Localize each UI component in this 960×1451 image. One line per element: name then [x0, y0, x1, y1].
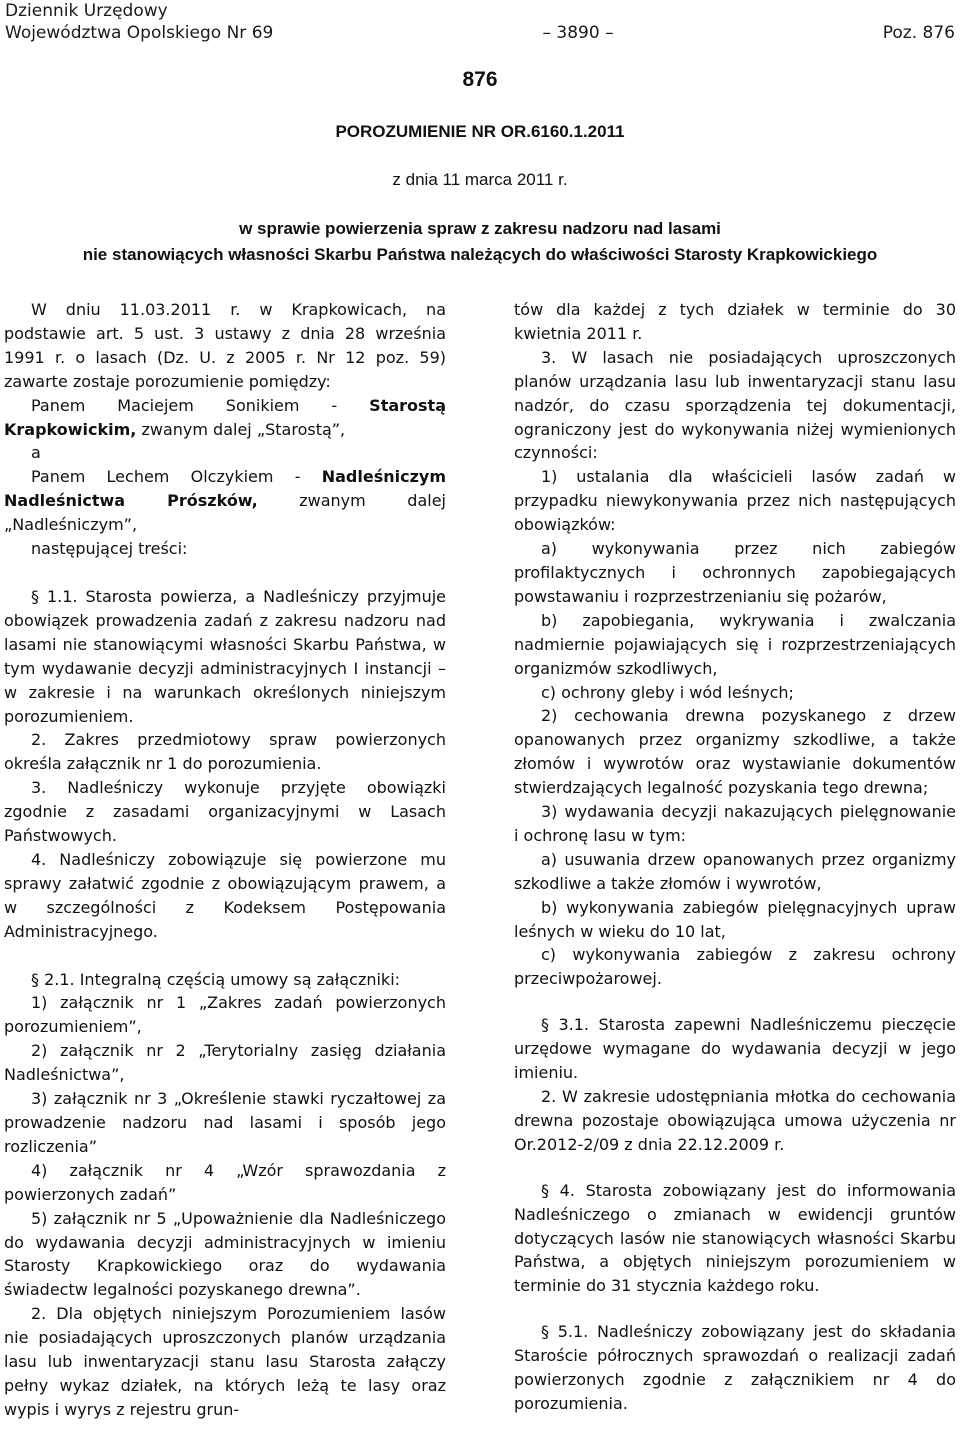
item-3-c: c) wykonywania zabiegów z zakresu ochrony przeciwpożarowej. [514, 945, 956, 989]
section-2-1: § 2.1. Integralną częścią umowy są załączniki: [31, 969, 401, 989]
attachment-2: 2) załącznik nr 2 „Terytorialny zasięg działania Nadleśnictwa”, [4, 1041, 446, 1085]
journal-header [5, 0, 955, 44]
document-subject [0, 216, 960, 268]
section-2-3: 3. W lasach nie posiadających uproszczonych planów urządzania lasu lub inwentaryzacji stanu lasu nadzór, do czasu sporządzenia tej dokumentacji, ograniczony jest do wykonywania niżej wymienionych czynności: [514, 347, 956, 463]
item-1-c: c) ochrony gleby i wód leśnych; [541, 682, 794, 702]
item-1-a: a) wykonywania przez nich zabiegów profilaktycznych i ochronnych zapobiegających powstawaniu i rozprzestrzenianiu się pożarów, [514, 539, 956, 606]
document-date: z dnia 11 marca 2011 r. [392, 170, 568, 189]
party1-name: Panem Maciejem Sonikiem - [31, 395, 370, 415]
item-1: 1) ustalania dla właścicieli lasów zadań w przypadku niewykonywania przez nich następujących obowiązków: [514, 467, 956, 535]
party2-alias: zwanym dalej „Nadleśniczym”, [4, 491, 446, 535]
attachment-3: 3) załącznik nr 3 „Określenie stawki ryczałtowej za prowadzenie nadzoru nad lasami i sposób jego rozliczenia” [4, 1089, 446, 1156]
section-2-2-continued: tów dla każdej z tych działek w terminie do 30 kwietnia 2011 r. [514, 300, 956, 343]
party1-role: Starostą Krapkowickim, [4, 395, 446, 439]
journal-title: Dziennik Urzędowy [5, 1, 168, 21]
conjunction: a [31, 443, 41, 463]
attachment-4: 4) załącznik nr 4 „Wzór sprawozdania z powierzonych zadań” [4, 1160, 446, 1204]
item-3-b: b) wykonywania zabiegów pielęgnacyjnych upraw leśnych w wieku do 10 lat, [514, 897, 956, 941]
document-number: 876 [462, 68, 498, 91]
item-3: 3) wydawania decyzji nakazujących pielęgnowanie i ochronę lasu w tym: [514, 802, 956, 845]
page-number: – 3890 – [542, 23, 614, 43]
left-column [4, 298, 446, 1422]
journal-header-row [5, 22, 955, 44]
attachment-1: 1) załącznik nr 1 „Zakres zadań powierzonych porozumieniem”, [4, 993, 446, 1037]
item-1-b: b) zapobiegania, wykrywania i zwalczania nadmiernie pojawiających się i rozprzestrzeniających organizmów szkodliwych, [514, 610, 956, 678]
section-1-1: § 1.1. Starosta powierza, a Nadleśniczy przyjmuje obowiązek prowadzenia zadań z zakresu nadzoru nad lasami nie stanowiącymi własności Skarbu Państwa, w tym wydawanie decyzji administracyjnych I instancji – w zakresie i na warunkach określonych niniejszym porozumieniem. [4, 586, 446, 726]
party1-alias: zwanym dalej „Starostą”, [136, 419, 346, 439]
section-5-1: § 5.1. Nadleśniczy zobowiązany jest do składania Staroście półrocznych sprawozdań o realizacji zadań powierzonych zgodnie z załącznikiem nr 4 do porozumienia. [514, 1322, 956, 1413]
section-1-2: 2. Zakres przedmiotowy spraw powierzonych określa załącznik nr 1 do porozumienia. [4, 730, 446, 774]
party2-role: Nadleśniczym Nadleśnictwa Prószków, [4, 467, 446, 511]
subject-line-2: nie stanowiących własności Skarbu Państwa należących do właściwości Starosty Krapkowickiego [82, 245, 878, 264]
intro-paragraph: W dniu 11.03.2011 r. w Krapkowicach, na podstawie art. 5 ust. 3 ustawy z dnia 28 września 1991 r. o lasach (Dz. U. z 2005 r. Nr 12 poz. 59) zawarte zostaje porozumienie pomiędzy: [4, 300, 446, 391]
journal-issue: Województwa Opolskiego Nr 69 [5, 23, 274, 43]
party-nadlesniczy [4, 465, 446, 537]
attachment-5: 5) załącznik nr 5 „Upoważnienie dla Nadleśniczego do wydawania decyzji administracyjnych w imieniu Starosty Krapkowickiego oraz do wydawania świadectw legalności pozyskanego drewna”. [4, 1208, 446, 1300]
subject-line-1: w sprawie powierzenia spraw z zakresu nadzoru nad lasami [239, 219, 721, 238]
item-3-a: a) usuwania drzew opanowanych przez organizmy szkodliwe a także złomów i wywrotów, [514, 849, 956, 893]
section-1-4: 4. Nadleśniczy zobowiązuje się powierzone mu sprawy załatwić zgodnie z obowiązującym prawem, a w szczególności z Kodeksem Postępowania Administracyjnego. [4, 849, 446, 941]
following-content: następującej treści: [31, 539, 188, 559]
section-2-2: 2. Dla objętych niniejszym Porozumieniem lasów nie posiadających uproszczonych planów urządzania lasu lub inwentaryzacji stanu lasu Starosta załączy pełny wykaz działek, na których leżą te lasy oraz wypis i wyrys z rejestru grun- [4, 1304, 446, 1419]
item-2: 2) cechowania drewna pozyskanego z drzew opanowanych przez organizmy szkodliwe, a także złomów i wywrotów oraz wystawianie dokumentów stwierdzających legalność pozyskania tego drewna; [514, 706, 956, 798]
party2-name: Panem Lechem Olczykiem - [31, 467, 322, 487]
document-title: POROZUMIENIE NR OR.6160.1.2011 [335, 122, 625, 141]
section-1-3: 3. Nadleśniczy wykonuje przyjęte obowiązki zgodnie z zasadami organizacyjnymi w Lasach Państwowych. [4, 778, 446, 846]
position-number: Poz. 876 [882, 23, 955, 43]
section-3-2: 2. W zakresie udostępniania młotka do cechowania drewna pozostaje obowiązująca umowa użyczenia nr Or.2012-2/09 z dnia 22.12.2009 r. [514, 1087, 956, 1154]
section-4: § 4. Starosta zobowiązany jest do informowania Nadleśniczego o zmianach w ewidencji gruntów dotyczących lasów nie stanowiących własności Skarbu Państwa, a objętych niniejszym porozumieniem w terminie do 31 stycznia każdego roku. [514, 1180, 956, 1296]
right-column [514, 298, 956, 1416]
section-3-1: § 3.1. Starosta zapewni Nadleśniczemu pieczęcie urzędowe wymagane do wydawania decyzji w jego imieniu. [514, 1015, 956, 1083]
party-starosta [4, 394, 446, 442]
